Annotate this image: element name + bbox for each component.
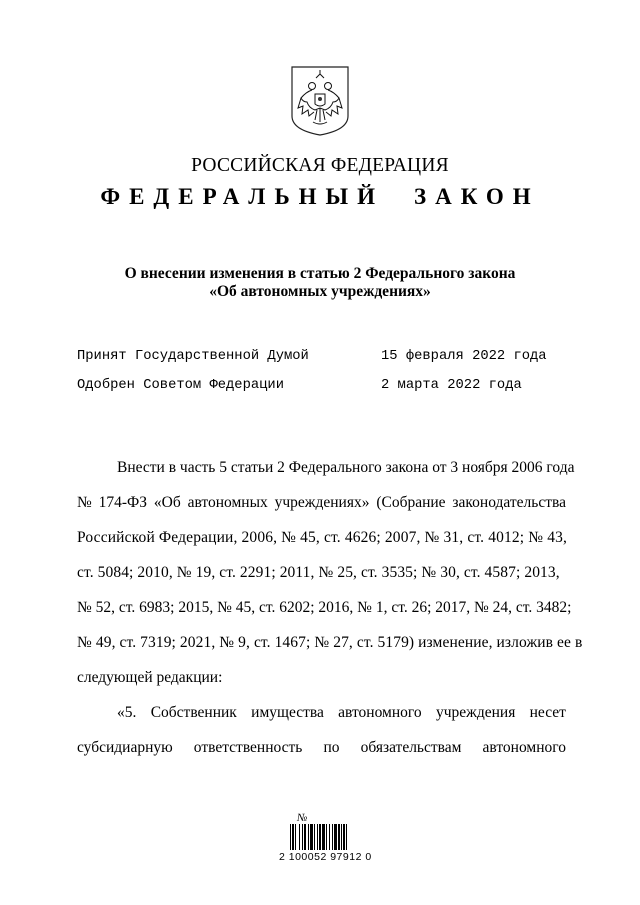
body-word: Собственник: [150, 704, 237, 721]
body-word: учреждениях»: [274, 494, 370, 511]
body-word: автономного: [338, 704, 422, 721]
council-label: Одобрен Советом Федерации: [77, 378, 284, 393]
body-word: «5.: [117, 704, 137, 721]
body-word: (Собрание: [376, 494, 446, 511]
law-title-line-2: «Об автономных учреждениях»: [209, 283, 431, 300]
body-line-6: № 49, ст. 7319; 2021, № 9, ст. 1467; № 27, ст. 5179) изменение, изложив ее в: [77, 634, 583, 651]
law-title: [0, 265, 640, 301]
body-line-9: [77, 739, 566, 757]
body-word: учреждения: [435, 704, 516, 721]
body-line-5: № 52, ст. 6983; 2015, № 45, ст. 6202; 2016, № 1, ст. 26; 2017, № 24, ст. 3482;: [77, 599, 572, 616]
body-line-2: [77, 494, 566, 512]
body-word: субсидиарную: [77, 739, 173, 756]
body-word: по: [323, 739, 340, 756]
body-word: ответственность: [193, 739, 303, 756]
duma-date: 15 февраля 2022 года: [381, 349, 547, 364]
body-word: законодательства: [452, 494, 566, 511]
law-type-word-2: ЗАКОН: [414, 184, 540, 209]
body-line-8: [117, 704, 566, 722]
handwritten-number-mark: №: [297, 812, 308, 824]
body-line-3: Российской Федерации, 2006, № 45, ст. 4626; 2007, № 31, ст. 4012; № 43,: [77, 529, 568, 546]
law-type-heading: [0, 184, 640, 210]
law-type-word-1: ФЕДЕРАЛЬНЫЙ: [100, 184, 385, 209]
body-word: имущества: [251, 704, 324, 721]
body-line-7: следующей редакции:: [77, 669, 223, 686]
body-word: «Об: [153, 494, 181, 511]
barcode-icon: [286, 812, 378, 884]
law-title-line-1: О внесении изменения в статью 2 Федерального закона: [124, 265, 516, 282]
council-date: 2 марта 2022 года: [381, 378, 522, 393]
body-word: 174-ФЗ: [98, 494, 148, 511]
body-line-4: ст. 5084; 2010, № 19, ст. 2291; 2011, № 25, ст. 3535; № 30, ст. 4587; 2013,: [77, 564, 560, 581]
barcode-number: 2 100052 97912 0: [279, 851, 372, 863]
coat-of-arms-icon: [289, 64, 351, 138]
body-line-1: Внести в часть 5 статьи 2 Федерального закона от 3 ноября 2006 года: [117, 459, 575, 476]
country-heading: РОССИЙСКАЯ ФЕДЕРАЦИЯ: [191, 155, 449, 176]
body-word: обязательствам: [360, 739, 462, 756]
body-word: №: [77, 494, 92, 511]
body-word: несет: [529, 704, 566, 721]
body-word: автономного: [482, 739, 566, 756]
body-word: автономных: [187, 494, 268, 511]
duma-label: Принят Государственной Думой: [77, 349, 309, 364]
